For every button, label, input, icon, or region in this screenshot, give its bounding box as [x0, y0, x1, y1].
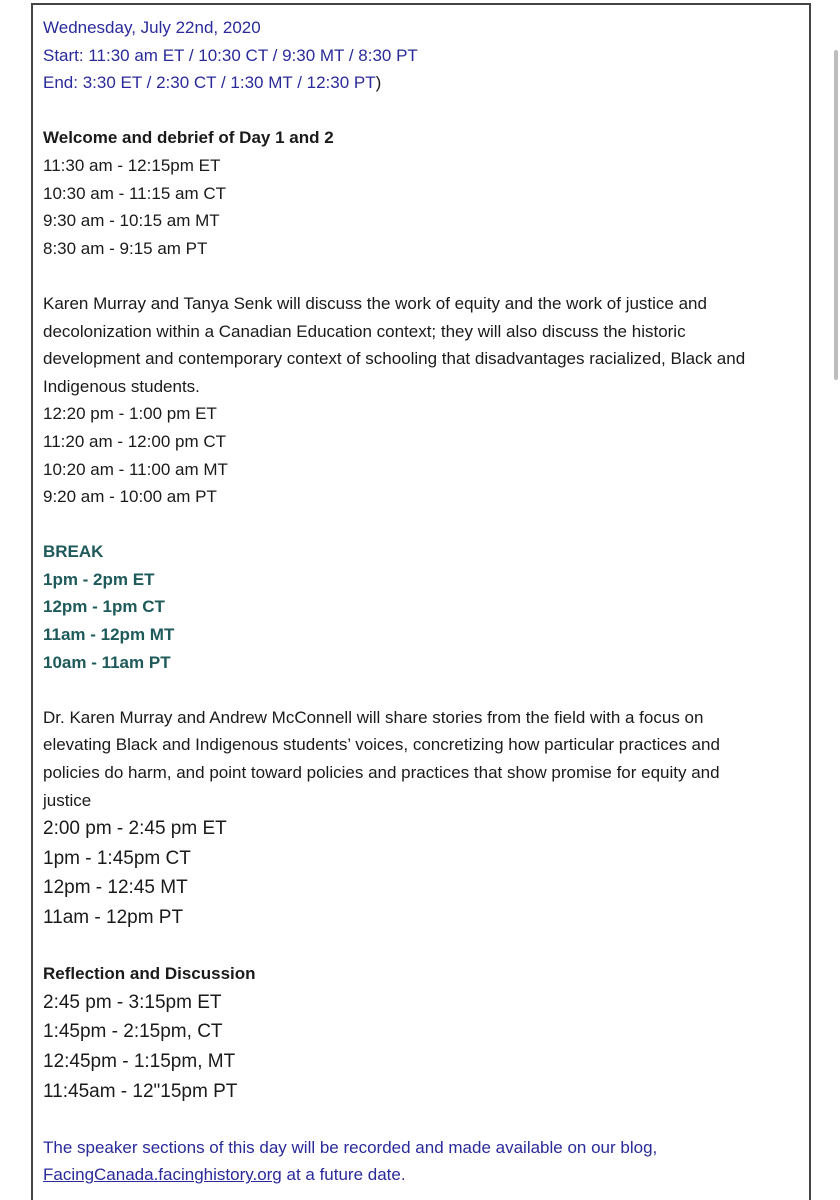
session1-desc-line: Karen Murray and Tanya Senk will discuss the work of equity and the work of justice and [43, 293, 707, 313]
footer-note: The speaker sections of this day will be recorded and made available on our blog, [43, 1137, 658, 1157]
break-title: BREAK [43, 542, 104, 562]
welcome-title: Welcome and debrief of Day 1 and 2 [43, 128, 334, 148]
end-paren: ) [375, 73, 382, 93]
session2-time-ct: 1pm - 1:45pm CT [43, 847, 191, 869]
session2-desc-line: Dr. Karen Murray and Andrew McConnell will share stories from the field with a focus on [43, 707, 704, 727]
session2-time-pt: 11am - 12pm PT [43, 907, 184, 928]
session2-desc-line: policies do harm, and point toward policies and practices that show promise for equity and [43, 763, 720, 783]
session1-time-ct: 11:20 am - 12:00 pm CT [43, 431, 226, 451]
reflection-time-ct: 1:45pm - 2:15pm, CT [43, 1021, 223, 1043]
break-time-et: 1pm - 2pm ET [43, 569, 155, 589]
session1-time-pt: 9:20 am - 10:00 am PT [43, 487, 217, 507]
break-time-mt: 11am - 12pm MT [43, 625, 175, 645]
session1-desc-line: Indigenous students. [43, 376, 200, 396]
session1-time-et: 12:20 pm - 1:00 pm ET [43, 404, 217, 424]
reflection-time-mt: 12:45pm - 1:15pm, MT [43, 1050, 236, 1072]
welcome-time-mt: 9:30 am - 10:15 am MT [43, 211, 220, 231]
reflection-time-et: 2:45 pm - 3:15pm ET [43, 991, 222, 1013]
session2-time-et: 2:00 pm - 2:45 pm ET [43, 818, 227, 840]
blog-link[interactable]: FacingCanada.facinghistory.org [43, 1165, 282, 1185]
start-times: Start: 11:30 am ET / 10:30 CT / 9:30 MT / 8:30 PT [43, 45, 418, 65]
session2-desc-line: justice [43, 790, 92, 810]
event-date: Wednesday, July 22nd, 2020 [43, 18, 261, 37]
schedule-content [43, 14, 813, 1189]
footer-note-rest: at a future date. [281, 1165, 406, 1185]
session2-time-mt: 12pm - 12:45 MT [43, 877, 188, 899]
reflection-time-pt: 11:45am - 12"15pm PT [43, 1080, 238, 1102]
welcome-time-pt: 8:30 am - 9:15 am PT [43, 238, 208, 258]
session1-time-mt: 10:20 am - 11:00 am MT [43, 459, 228, 479]
end-times [43, 69, 813, 97]
welcome-time-ct: 10:30 am - 11:15 am CT [43, 183, 226, 203]
welcome-time-et: 11:30 am - 12:15pm ET [43, 155, 221, 175]
footer-note-line2 [43, 1161, 813, 1189]
break-time-ct: 12pm - 1pm CT [43, 597, 165, 617]
page-scrollbar[interactable] [832, 0, 840, 1200]
reflection-title: Reflection and Discussion [43, 964, 256, 984]
end-times-text: End: 3:30 ET / 2:30 CT / 1:30 MT / 12:30 PT [43, 73, 376, 93]
session2-desc-line: elevating Black and Indigenous students’ voices, concretizing how particular practices and [43, 735, 720, 755]
scrollbar-thumb[interactable] [834, 50, 838, 380]
session1-desc-line: development and contemporary context of schooling that disadvantages racialized, Black and [43, 349, 746, 369]
session1-desc-line: decolonization within a Canadian Education context; they will also discuss the historic [43, 321, 686, 341]
break-time-pt: 10am - 11am PT [43, 652, 171, 672]
